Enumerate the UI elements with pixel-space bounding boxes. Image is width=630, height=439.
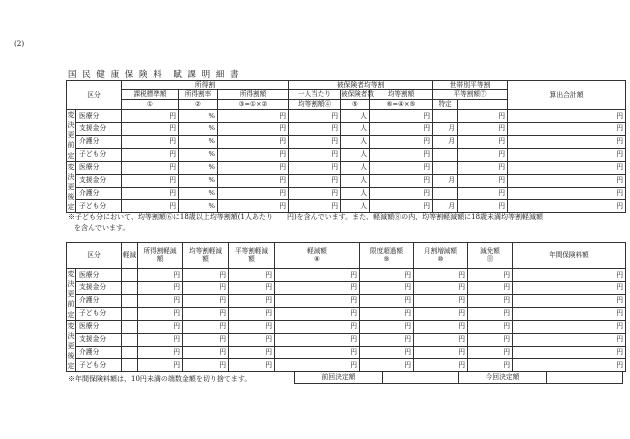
side-label-after-char: 決 xyxy=(67,172,75,181)
gendo-cell: 円 xyxy=(360,346,414,359)
kinto-keigen-cell: 円 xyxy=(183,320,229,333)
count-cell: 人 xyxy=(341,174,370,187)
heito-keigen-cell: 円 xyxy=(229,346,275,359)
header2-shotoku-keigen-2: 額 xyxy=(156,254,164,263)
header2-keigengaku-2: ⑧ xyxy=(314,254,320,263)
shotoku-keigen-cell: 円 xyxy=(138,320,183,333)
shotoku-keigen-cell: 円 xyxy=(138,269,183,282)
heito-cell: 円 xyxy=(458,148,508,161)
shotoku-keigen-cell: 円 xyxy=(138,281,183,294)
total-cell: 円 xyxy=(508,187,626,200)
keigengaku-cell: 円 xyxy=(275,346,360,359)
header-household-group: 世帯別平等割 xyxy=(433,81,508,90)
heito-cell: 円 xyxy=(458,174,508,187)
header2-gendo-1: 限度超過額 xyxy=(370,246,403,255)
header2-kinto-keigen-1: 均等割軽減 xyxy=(189,246,222,255)
note-rounding: ※年間保険料額は、10円未満の端数金額を切り捨てます。 xyxy=(68,375,252,383)
side-label-before-char: 前 xyxy=(67,141,75,150)
rate-cell: % xyxy=(179,110,218,123)
side2-label-before-char: 定 xyxy=(67,310,75,319)
header2-genmen-1: 減免額 xyxy=(480,246,500,255)
kijun-cell: 円 xyxy=(122,148,179,161)
side2-label-after-char: 更 xyxy=(67,341,75,350)
row-label: 介護分 xyxy=(76,346,122,359)
keigen-cell xyxy=(122,281,138,294)
total-cell: 円 xyxy=(508,122,626,135)
note-children-cont: を含んでいます。 xyxy=(74,224,130,232)
nenkan-cell: 円 xyxy=(513,320,626,333)
side-label-after-char: 後 xyxy=(67,193,75,202)
row-label: 介護分 xyxy=(76,187,122,200)
nenkan-cell: 円 xyxy=(513,333,626,346)
heito-keigen-cell: 円 xyxy=(229,333,275,346)
side2-label-after-char: 決 xyxy=(67,331,75,340)
row-label: 支援金分 xyxy=(76,122,122,135)
side2-label-before-char: 変 xyxy=(67,270,75,278)
genmen-cell: 円 xyxy=(468,320,513,333)
per-person-cell: 円 xyxy=(289,122,341,135)
side-label-before-char: 定 xyxy=(67,151,75,160)
kinto-cell: 円 xyxy=(370,135,433,148)
tokutei-cell: 月 xyxy=(433,174,458,187)
total-cell: 円 xyxy=(508,200,626,213)
tsuki-cell: 円 xyxy=(414,307,468,320)
header2-keigengaku-1: 軽減額 xyxy=(307,246,327,255)
header-total: 算出合計額 xyxy=(508,81,626,110)
tsuki-cell: 円 xyxy=(414,281,468,294)
header-tokutei: 特定 xyxy=(433,100,458,110)
header2-genmen-2: ⑪ xyxy=(486,254,494,263)
heito-cell: 円 xyxy=(458,110,508,123)
kinto-cell: 円 xyxy=(370,200,433,213)
header2-nenkan: 年間保険料額 xyxy=(513,243,626,269)
keigen-cell xyxy=(122,359,138,372)
keigengaku-cell: 円 xyxy=(275,269,360,282)
prev-decision-value xyxy=(383,372,459,384)
side2-label-after xyxy=(67,320,76,372)
kijun-cell: 円 xyxy=(122,200,179,213)
header2-tsuki-1: 月割増減額 xyxy=(424,246,457,255)
side2-label-before xyxy=(67,269,76,321)
heito-keigen-cell: 円 xyxy=(229,307,275,320)
side-label-after-char: 定 xyxy=(67,203,75,212)
heito-keigen-cell: 円 xyxy=(229,359,275,372)
row-label: 介護分 xyxy=(76,294,122,307)
kijun-cell: 円 xyxy=(122,174,179,187)
nenkan-cell: 円 xyxy=(513,269,626,282)
rate-cell: % xyxy=(179,161,218,174)
kijun-cell: 円 xyxy=(122,110,179,123)
header-kijun-no: ① xyxy=(122,100,179,110)
genmen-cell: 円 xyxy=(468,307,513,320)
genmen-cell: 円 xyxy=(468,294,513,307)
row-label: 介護分 xyxy=(76,135,122,148)
gendo-cell: 円 xyxy=(360,359,414,372)
header-heito: 平等割額⑦ xyxy=(433,90,508,100)
side2-label-after-char: 後 xyxy=(67,352,75,361)
header-count: 被保険者数 xyxy=(341,89,374,98)
heito-cell: 円 xyxy=(458,135,508,148)
keigengaku-cell: 円 xyxy=(275,359,360,372)
kinto-keigen-cell: 円 xyxy=(183,269,229,282)
kinto-cell: 円 xyxy=(370,161,433,174)
heito-keigen-cell: 円 xyxy=(229,281,275,294)
side-label-before-char: 更 xyxy=(67,131,75,140)
shotoku-keigen-cell: 円 xyxy=(138,294,183,307)
side2-label-after-char: 定 xyxy=(67,362,75,371)
header2-genmen xyxy=(468,243,513,269)
header2-gendo-2: ⑨ xyxy=(383,254,390,263)
heito-keigen-cell: 円 xyxy=(229,269,275,282)
genmen-cell: 円 xyxy=(468,269,513,282)
tsuki-cell: 円 xyxy=(414,294,468,307)
per-person-cell: 円 xyxy=(289,161,341,174)
header2-keigengaku xyxy=(275,243,360,269)
kinto-keigen-cell: 円 xyxy=(183,333,229,346)
nenkan-cell: 円 xyxy=(513,346,626,359)
header-shotoku: 所得割額 xyxy=(218,90,289,100)
shotoku-keigen-cell: 円 xyxy=(138,359,183,372)
count-cell: 人 xyxy=(341,135,370,148)
header2-tsuki xyxy=(414,243,468,269)
kijun-cell: 円 xyxy=(122,161,179,174)
keigen-cell xyxy=(122,294,138,307)
keigen-cell xyxy=(122,269,138,282)
tokutei-cell: 月 xyxy=(433,200,458,213)
tokutei-cell xyxy=(433,110,458,123)
row-label: 子ども分 xyxy=(76,200,122,213)
kinto-cell: 円 xyxy=(370,110,433,123)
tsuki-cell: 円 xyxy=(414,320,468,333)
shotoku-cell: 円 xyxy=(218,110,289,123)
heito-cell: 円 xyxy=(458,187,508,200)
total-cell: 円 xyxy=(508,135,626,148)
count-cell: 人 xyxy=(341,200,370,213)
header2-heito-keigen-1: 平等割軽減 xyxy=(235,246,268,255)
header-kubun: 区分 xyxy=(67,81,122,110)
per-person-cell: 円 xyxy=(289,148,341,161)
keigengaku-cell: 円 xyxy=(275,281,360,294)
header2-kubun: 区分 xyxy=(67,243,122,269)
kinto-keigen-cell: 円 xyxy=(183,281,229,294)
header-kinto-no: ⑥=④×⑤ xyxy=(370,100,433,110)
side2-label-before-char: 更 xyxy=(67,290,75,299)
header-kinto: 均等割額 xyxy=(370,90,433,100)
rate-cell: % xyxy=(179,122,218,135)
kijun-cell: 円 xyxy=(122,187,179,200)
keigengaku-cell: 円 xyxy=(275,333,360,346)
note-children: ※子ども分において、均等割額⑥に18歳以上均等割額(1人あたり 円)を含んでいます。また、軽減額⑧の内、均等割軽減額に18歳未満均等割軽減額 xyxy=(68,213,544,221)
header2-shotoku-keigen-1: 所得割軽減 xyxy=(143,246,177,255)
prev-decision-label: 前回決定額 xyxy=(295,372,383,384)
shotoku-cell: 円 xyxy=(218,135,289,148)
gendo-cell: 円 xyxy=(360,294,414,307)
header2-kinto-keigen xyxy=(183,243,229,269)
keigengaku-cell: 円 xyxy=(275,307,360,320)
kijun-cell: 円 xyxy=(122,122,179,135)
header-per-person: 一人当たり xyxy=(289,90,341,100)
per-person-cell: 円 xyxy=(289,135,341,148)
nenkan-cell: 円 xyxy=(513,281,626,294)
side-label-before xyxy=(67,110,76,162)
genmen-cell: 円 xyxy=(468,333,513,346)
row-label: 子ども分 xyxy=(76,359,122,372)
tokutei-cell xyxy=(433,161,458,174)
kinto-cell: 円 xyxy=(370,187,433,200)
keigengaku-cell: 円 xyxy=(275,320,360,333)
row-label: 医療分 xyxy=(76,161,122,174)
kinto-cell: 円 xyxy=(370,174,433,187)
decision-summary xyxy=(294,371,623,384)
total-cell: 円 xyxy=(508,148,626,161)
row-label: 子ども分 xyxy=(76,148,122,161)
curr-decision-value xyxy=(547,372,623,384)
tokutei-cell: 月 xyxy=(433,135,458,148)
tsuki-cell: 円 xyxy=(414,359,468,372)
side-label-before-char: 変 xyxy=(67,111,75,119)
keigen-cell xyxy=(122,346,138,359)
genmen-cell: 円 xyxy=(468,359,513,372)
row-label: 支援金分 xyxy=(76,281,122,294)
gendo-cell: 円 xyxy=(360,333,414,346)
count-cell: 人 xyxy=(341,187,370,200)
total-cell: 円 xyxy=(508,110,626,123)
header-income-group: 所得割 xyxy=(122,81,289,90)
header2-kinto-keigen-2: 額 xyxy=(202,254,209,263)
curr-decision-label: 今回決定額 xyxy=(459,372,547,384)
side2-label-after-char: 変 xyxy=(67,321,75,330)
assessment-table xyxy=(66,80,626,213)
row-label: 支援金分 xyxy=(76,333,122,346)
side-label-after-char: 変 xyxy=(67,162,75,171)
shotoku-cell: 円 xyxy=(218,174,289,187)
count-cell: 人 xyxy=(341,148,370,161)
nenkan-cell: 円 xyxy=(513,307,626,320)
tsuki-cell: 円 xyxy=(414,269,468,282)
per-person-cell: 円 xyxy=(289,174,341,187)
count-cell: 人 xyxy=(341,122,370,135)
document-title: 国 民 健 康 保 険 料 賦 課 明 細 書 xyxy=(68,70,241,80)
per-person-cell: 円 xyxy=(289,110,341,123)
page-number: (2) xyxy=(14,39,25,48)
header2-tsuki-2: ⑩ xyxy=(437,254,444,263)
header-shotoku-no: ③=①×② xyxy=(218,100,289,110)
shotoku-cell: 円 xyxy=(218,148,289,161)
gendo-cell: 円 xyxy=(360,269,414,282)
heito-cell: 円 xyxy=(458,122,508,135)
header2-shotoku-keigen xyxy=(138,243,183,269)
shotoku-cell: 円 xyxy=(218,122,289,135)
header-rate: 所得割率 xyxy=(179,90,218,100)
side-label-after-char: 更 xyxy=(67,182,75,191)
nenkan-cell: 円 xyxy=(513,294,626,307)
keigen-cell xyxy=(122,320,138,333)
rate-cell: % xyxy=(179,135,218,148)
rate-cell: % xyxy=(179,148,218,161)
tsuki-cell: 円 xyxy=(414,346,468,359)
per-person-cell: 円 xyxy=(289,200,341,213)
keigengaku-cell: 円 xyxy=(275,294,360,307)
count-cell: 人 xyxy=(341,110,370,123)
rate-cell: % xyxy=(179,200,218,213)
keigen-cell xyxy=(122,307,138,320)
heito-cell: 円 xyxy=(458,161,508,174)
row-label: 子ども分 xyxy=(76,307,122,320)
header-equal-group: 被保険者均等割 xyxy=(289,81,433,90)
kinto-cell: 円 xyxy=(370,148,433,161)
total-cell: 円 xyxy=(508,174,626,187)
header-count-no: ⑤ xyxy=(341,100,370,110)
gendo-cell: 円 xyxy=(360,320,414,333)
tokutei-cell xyxy=(433,148,458,161)
kinto-keigen-cell: 円 xyxy=(183,359,229,372)
side-label-after xyxy=(67,161,76,213)
tsuki-cell: 円 xyxy=(414,333,468,346)
gendo-cell: 円 xyxy=(360,307,414,320)
tokutei-cell xyxy=(433,187,458,200)
rate-cell: % xyxy=(179,174,218,187)
kinto-keigen-cell: 円 xyxy=(183,346,229,359)
shotoku-keigen-cell: 円 xyxy=(138,307,183,320)
nenkan-cell: 円 xyxy=(513,359,626,372)
shotoku-cell: 円 xyxy=(218,161,289,174)
count-cell: 人 xyxy=(341,161,370,174)
side2-label-before-char: 前 xyxy=(67,300,75,309)
shotoku-cell: 円 xyxy=(218,187,289,200)
keigen-cell xyxy=(122,333,138,346)
shotoku-keigen-cell: 円 xyxy=(138,333,183,346)
row-label: 医療分 xyxy=(76,269,122,282)
heito-cell: 円 xyxy=(458,200,508,213)
genmen-cell: 円 xyxy=(468,346,513,359)
side-label-before-char: 決 xyxy=(67,121,75,130)
header-kijun: 課税標準額 xyxy=(122,90,179,100)
header-per-person-2: 均等割額④ xyxy=(289,100,341,110)
header2-heito-keigen xyxy=(229,243,275,269)
per-person-cell: 円 xyxy=(289,187,341,200)
rate-cell: % xyxy=(179,187,218,200)
shotoku-keigen-cell: 円 xyxy=(138,346,183,359)
row-label: 医療分 xyxy=(76,320,122,333)
kinto-cell: 円 xyxy=(370,122,433,135)
header2-gendo xyxy=(360,243,414,269)
side2-label-before-char: 決 xyxy=(67,280,75,289)
kijun-cell: 円 xyxy=(122,135,179,148)
kinto-keigen-cell: 円 xyxy=(183,294,229,307)
heito-keigen-cell: 円 xyxy=(229,294,275,307)
tokutei-cell: 月 xyxy=(433,122,458,135)
kinto-keigen-cell: 円 xyxy=(183,307,229,320)
gendo-cell: 円 xyxy=(360,281,414,294)
reduction-table xyxy=(66,242,626,372)
heito-keigen-cell: 円 xyxy=(229,320,275,333)
header2-heito-keigen-2: 額 xyxy=(248,254,255,263)
row-label: 支援金分 xyxy=(76,174,122,187)
row-label: 医療分 xyxy=(76,110,122,123)
header2-keigen: 軽減 xyxy=(122,243,138,269)
shotoku-cell: 円 xyxy=(218,200,289,213)
header-rate-no: ② xyxy=(179,100,218,110)
genmen-cell: 円 xyxy=(468,281,513,294)
total-cell: 円 xyxy=(508,161,626,174)
